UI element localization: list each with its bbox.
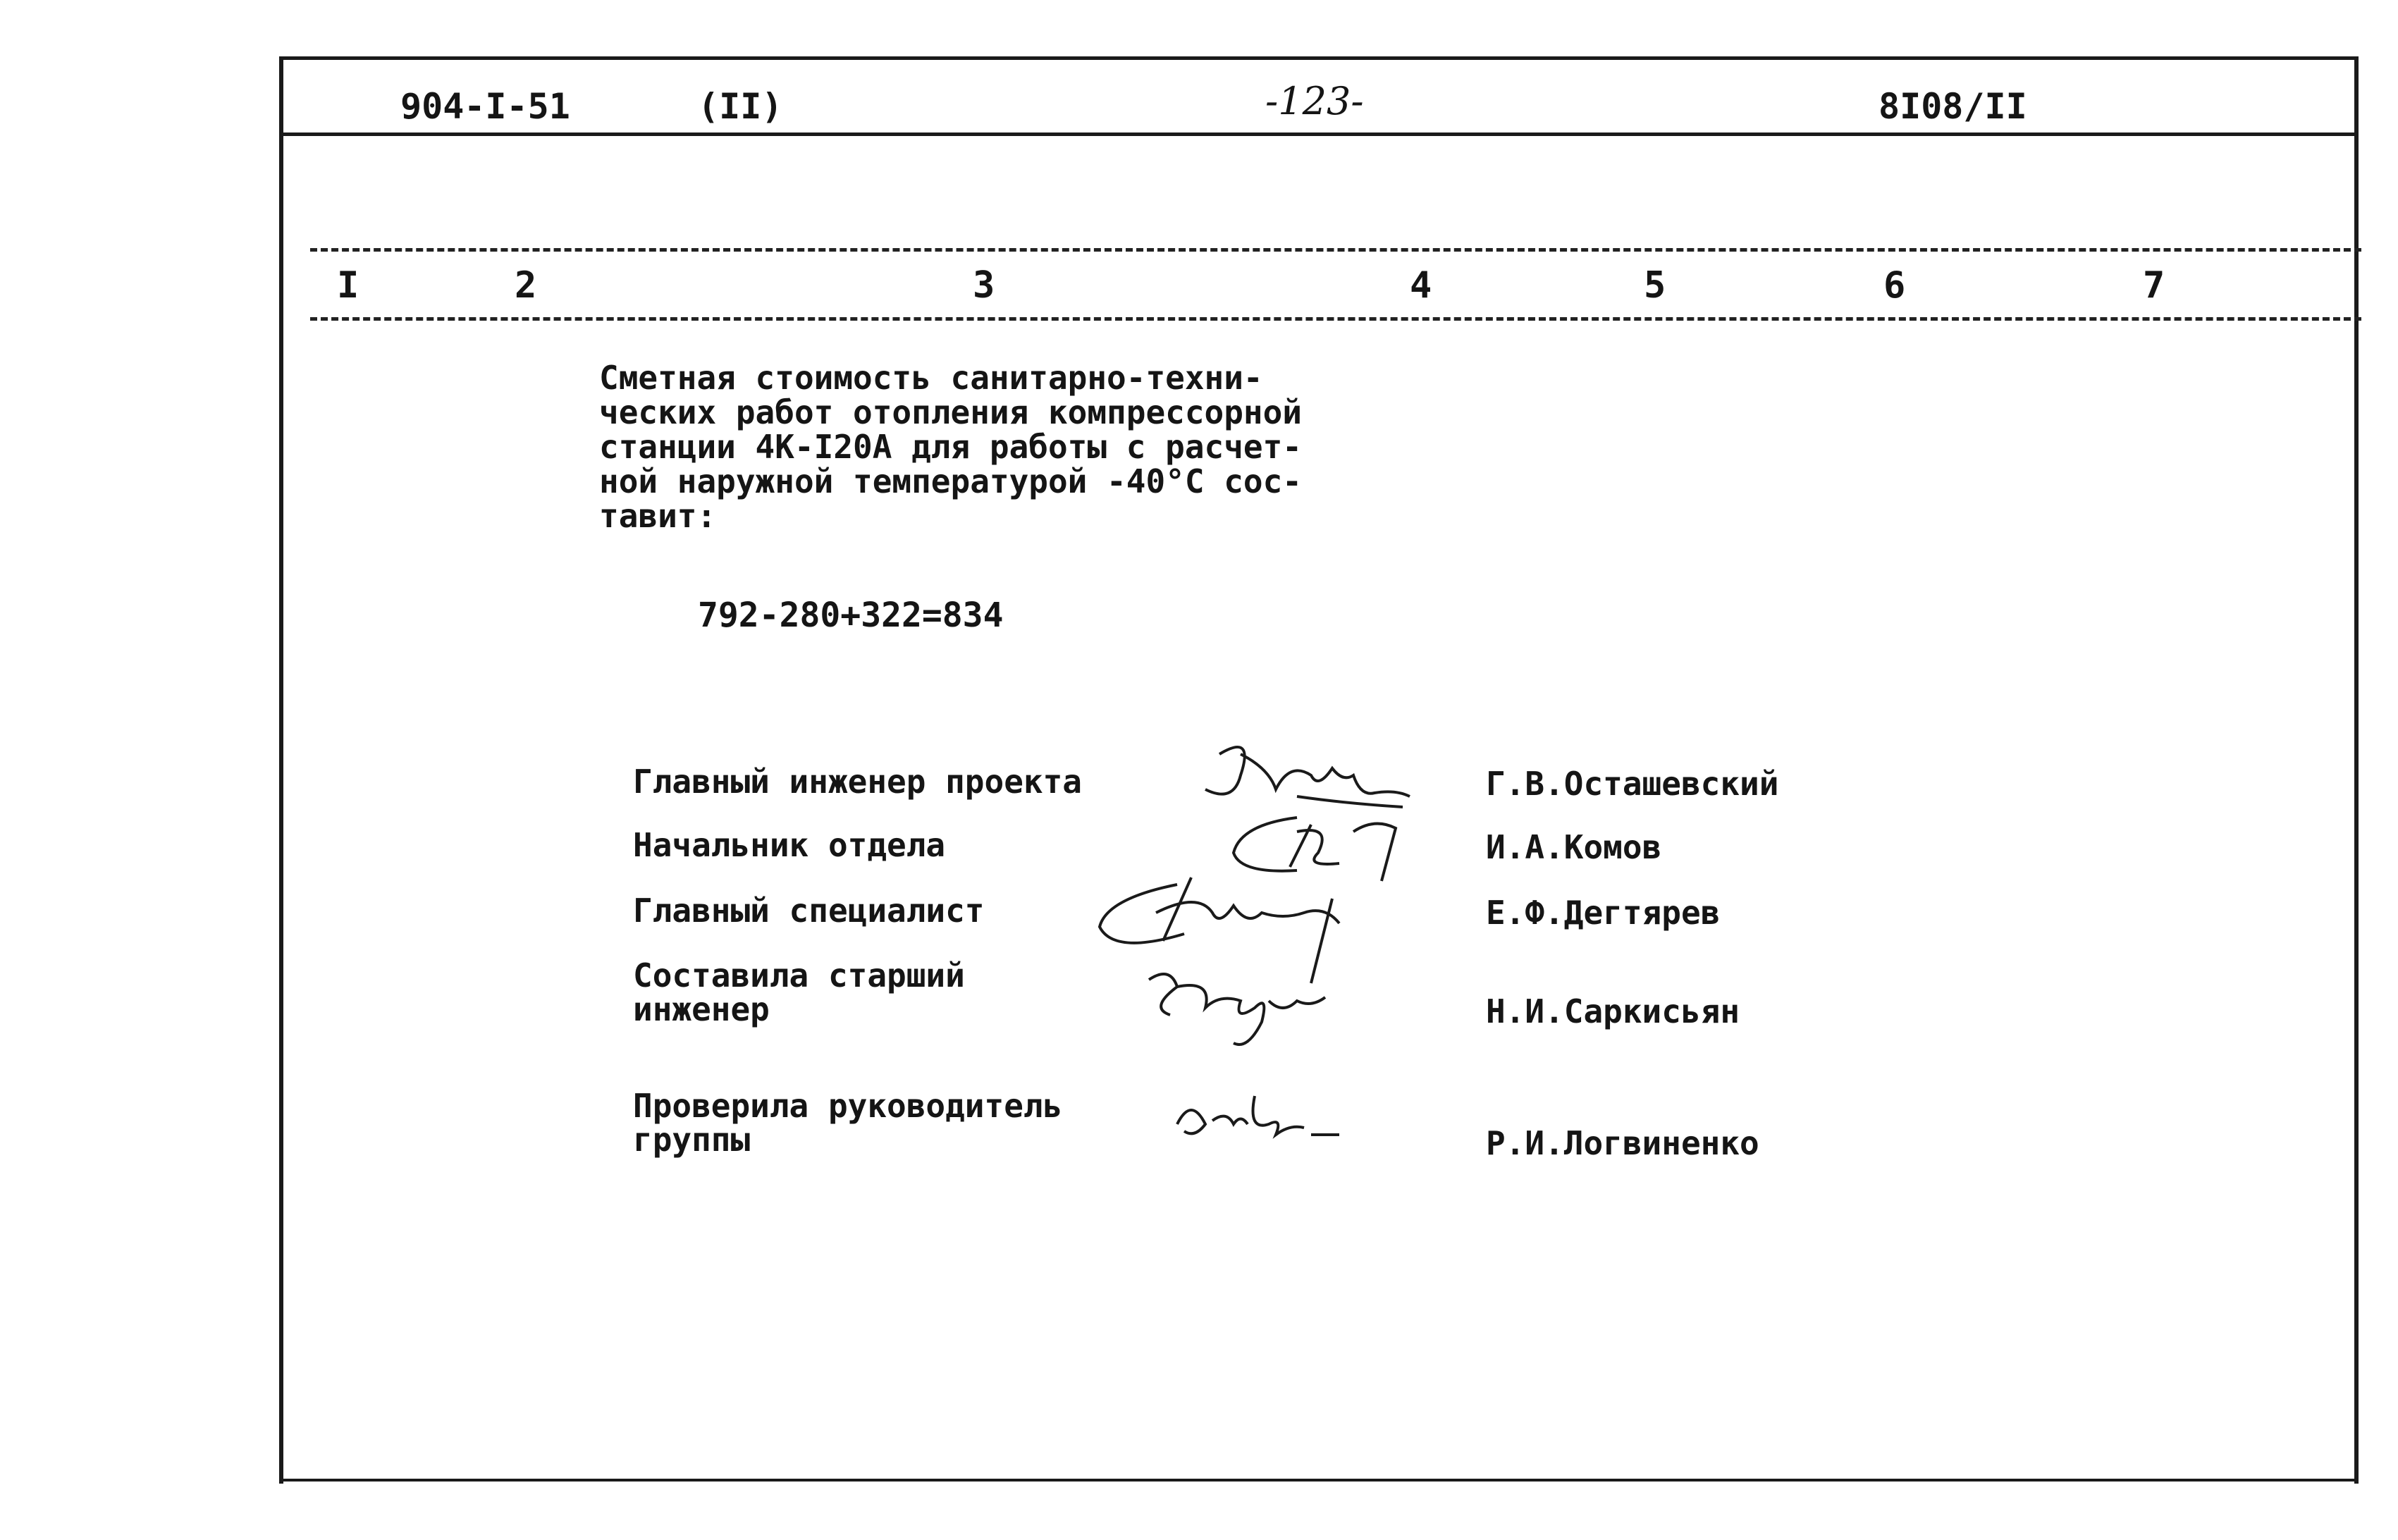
signatory-name-3: Е.Ф.Дегтярев: [1486, 894, 1721, 932]
signatory-name-5: Р.И.Логвиненко: [1486, 1124, 1759, 1162]
column-row-top-dashes: [310, 248, 2361, 252]
document-number: 8I08/II: [1879, 86, 2027, 127]
signatory-name-2: И.А.Комов: [1486, 828, 1662, 866]
project-code: 904-I-51: [400, 86, 570, 127]
cost-paragraph: Сметная стоимость санитарно-техни- ческих работ отопления компрессорной станции 4К-I20А для работы с расчет- ной наружной температурой -40°С сос- тавит:: [599, 359, 1302, 535]
column-number-4: 4: [1410, 264, 1432, 307]
column-number-2: 2: [515, 264, 537, 307]
column-number-3: 3: [973, 264, 995, 307]
signatory-role-2: Начальник отдела: [633, 826, 946, 864]
signatory-role-4: Составила старший инженер: [633, 956, 965, 1028]
part-number: (II): [698, 86, 783, 127]
column-number-1: I: [337, 264, 359, 307]
page-number: -123-: [1265, 79, 1364, 123]
column-number-5: 5: [1644, 264, 1666, 307]
signatory-role-1: Главный инженер проекта: [633, 763, 1082, 801]
column-row-bottom-dashes: [310, 317, 2361, 321]
signatory-name-1: Г.В.Осташевский: [1486, 765, 1779, 803]
frame-right-border: [2354, 56, 2359, 1484]
column-number-6: 6: [1883, 264, 1906, 307]
signature-4: [1128, 959, 1339, 1057]
header-divider: [279, 133, 2359, 136]
signatory-role-5: Проверила руководитель группы: [633, 1087, 1063, 1159]
frame-left-border: [279, 56, 283, 1484]
frame-bottom-border: [279, 1479, 2359, 1482]
signatory-name-4: Н.И.Саркисьян: [1486, 992, 1740, 1030]
frame-top-border: [279, 56, 2359, 60]
signature-5: [1163, 1082, 1346, 1152]
signatory-role-3: Главный специалист: [633, 892, 985, 930]
column-number-7: 7: [2143, 264, 2165, 307]
cost-formula: 792-280+322=834: [698, 596, 1004, 635]
